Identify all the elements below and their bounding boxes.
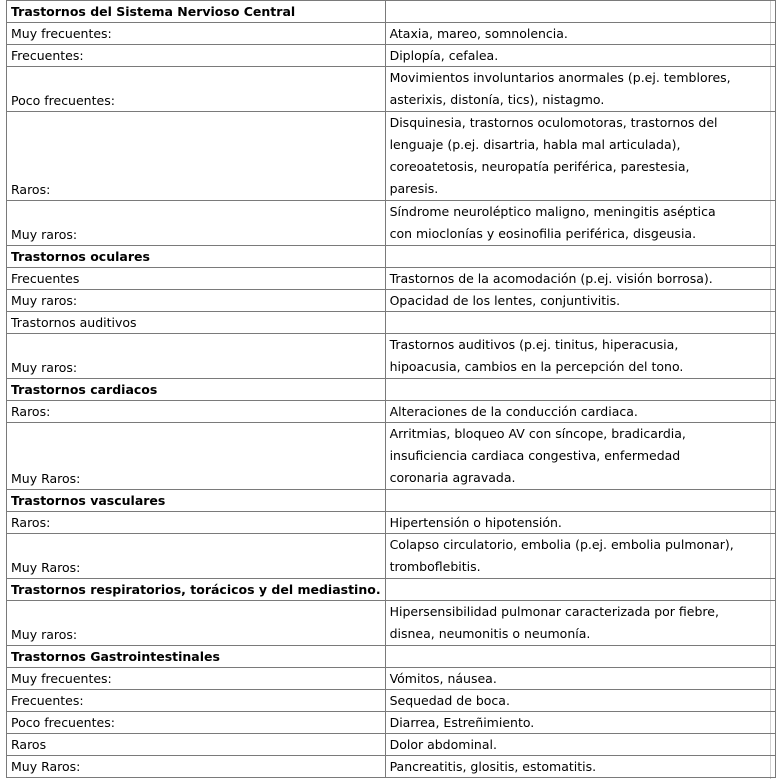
section-title[interactable]: Trastornos cardiacos <box>7 379 386 401</box>
table-row <box>7 23 776 45</box>
description-line: Arritmias, bloqueo AV con síncope, bradicardia, <box>389 426 686 441</box>
table-row <box>7 401 776 423</box>
section-title[interactable]: Trastornos oculares <box>7 246 386 268</box>
section-header-row <box>7 246 776 268</box>
empty-cell[interactable] <box>385 246 775 268</box>
frequency-cell[interactable]: Raros: <box>7 112 386 201</box>
empty-cell[interactable] <box>385 312 775 334</box>
description-line: tromboflebitis. <box>389 559 481 574</box>
table-row <box>7 712 776 734</box>
section-row <box>7 312 776 334</box>
frequency-cell[interactable]: Muy frecuentes: <box>7 668 386 690</box>
description-line: insuficiencia cardiaca congestiva, enfermedad <box>389 448 681 463</box>
empty-cell[interactable] <box>385 1 775 23</box>
description-cell[interactable] <box>385 201 775 246</box>
description-cell[interactable]: Opacidad de los lentes, conjuntivitis. <box>385 290 775 312</box>
empty-cell[interactable] <box>385 579 775 601</box>
frequency-cell[interactable]: Frecuentes: <box>7 45 386 67</box>
description-cell[interactable] <box>385 334 775 379</box>
description-cell[interactable]: Dolor abdominal. <box>385 734 775 756</box>
table-row <box>7 690 776 712</box>
description-line: coreoatetosis, neuropatía periférica, parestesia, <box>389 159 690 174</box>
description-cell[interactable]: Vómitos, náusea. <box>385 668 775 690</box>
table-row <box>7 268 776 290</box>
table-row <box>7 601 776 646</box>
table-row <box>7 45 776 67</box>
table-row <box>7 668 776 690</box>
description-cell[interactable]: Pancreatitis, glositis, estomatitis. <box>385 756 775 778</box>
frequency-cell[interactable]: Muy raros: <box>7 601 386 646</box>
description-cell[interactable] <box>385 67 775 112</box>
description-cell[interactable]: Diplopía, cefalea. <box>385 45 775 67</box>
frequency-cell[interactable]: Muy raros: <box>7 201 386 246</box>
description-cell[interactable] <box>385 112 775 201</box>
section-title[interactable]: Trastornos respiratorios, torácicos y del mediastino. <box>7 579 386 601</box>
description-cell[interactable]: Alteraciones de la conducción cardiaca. <box>385 401 775 423</box>
description-line: Colapso circulatorio, embolia (p.ej. embolia pulmonar), <box>389 537 734 552</box>
description-line: coronaria agravada. <box>389 470 516 485</box>
table-row <box>7 112 776 201</box>
frequency-cell[interactable]: Muy Raros: <box>7 534 386 579</box>
section-title[interactable]: Trastornos del Sistema Nervioso Central <box>7 1 386 23</box>
frequency-cell[interactable]: Muy Raros: <box>7 423 386 490</box>
empty-cell[interactable] <box>385 490 775 512</box>
description-line: Disquinesia, trastornos oculomotoras, trastornos del <box>389 115 718 130</box>
section-header-row <box>7 379 776 401</box>
frequency-cell[interactable]: Muy raros: <box>7 334 386 379</box>
description-line: con mioclonías y eosinofilia periférica, disgeusia. <box>389 226 697 241</box>
description-line: hipoacusia, cambios en la percepción del tono. <box>389 359 684 374</box>
description-cell[interactable]: Diarrea, Estreñimiento. <box>385 712 775 734</box>
frequency-cell[interactable]: Frecuentes <box>7 268 386 290</box>
frequency-cell[interactable]: Poco frecuentes: <box>7 67 386 112</box>
table-row <box>7 67 776 112</box>
frequency-cell[interactable]: Muy Raros: <box>7 756 386 778</box>
description-cell[interactable] <box>385 601 775 646</box>
description-line: paresis. <box>389 181 439 196</box>
description-cell[interactable]: Sequedad de boca. <box>385 690 775 712</box>
section-title[interactable]: Trastornos auditivos <box>7 312 386 334</box>
table-row <box>7 334 776 379</box>
adverse-effects-table <box>6 0 776 778</box>
description-line: lenguaje (p.ej. disartria, habla mal articulada), <box>389 137 681 152</box>
description-line: Trastornos auditivos (p.ej. tinitus, hiperacusia, <box>389 337 679 352</box>
description-cell[interactable]: Trastornos de la acomodación (p.ej. visión borrosa). <box>385 268 775 290</box>
section-header-row <box>7 490 776 512</box>
description-cell[interactable]: Ataxia, mareo, somnolencia. <box>385 23 775 45</box>
frequency-cell[interactable]: Raros: <box>7 512 386 534</box>
frequency-cell[interactable]: Muy raros: <box>7 290 386 312</box>
frequency-cell[interactable]: Muy frecuentes: <box>7 23 386 45</box>
empty-cell[interactable] <box>385 379 775 401</box>
table-row <box>7 734 776 756</box>
frequency-cell[interactable]: Frecuentes: <box>7 690 386 712</box>
table-body <box>7 1 776 778</box>
section-header-row <box>7 646 776 668</box>
section-header-row <box>7 579 776 601</box>
description-line: Hipersensibilidad pulmonar caracterizada por fiebre, <box>389 604 719 619</box>
section-title[interactable]: Trastornos vasculares <box>7 490 386 512</box>
frequency-cell[interactable]: Poco frecuentes: <box>7 712 386 734</box>
description-line: Síndrome neuroléptico maligno, meningitis aséptica <box>389 204 716 219</box>
empty-cell[interactable] <box>385 646 775 668</box>
description-line: asterixis, distonía, tics), nistagmo. <box>389 92 605 107</box>
table-row <box>7 290 776 312</box>
frequency-cell[interactable]: Raros <box>7 734 386 756</box>
section-title[interactable]: Trastornos Gastrointestinales <box>7 646 386 668</box>
table-row <box>7 512 776 534</box>
table-row <box>7 756 776 778</box>
table-row <box>7 534 776 579</box>
description-cell[interactable]: Hipertensión o hipotensión. <box>385 512 775 534</box>
table-row <box>7 423 776 490</box>
description-cell[interactable] <box>385 423 775 490</box>
description-line: disnea, neumonitis o neumonía. <box>389 626 591 641</box>
description-cell[interactable] <box>385 534 775 579</box>
section-header-row <box>7 1 776 23</box>
frequency-cell[interactable]: Raros: <box>7 401 386 423</box>
description-line: Movimientos involuntarios anormales (p.ej. temblores, <box>389 70 731 85</box>
table-row <box>7 201 776 246</box>
